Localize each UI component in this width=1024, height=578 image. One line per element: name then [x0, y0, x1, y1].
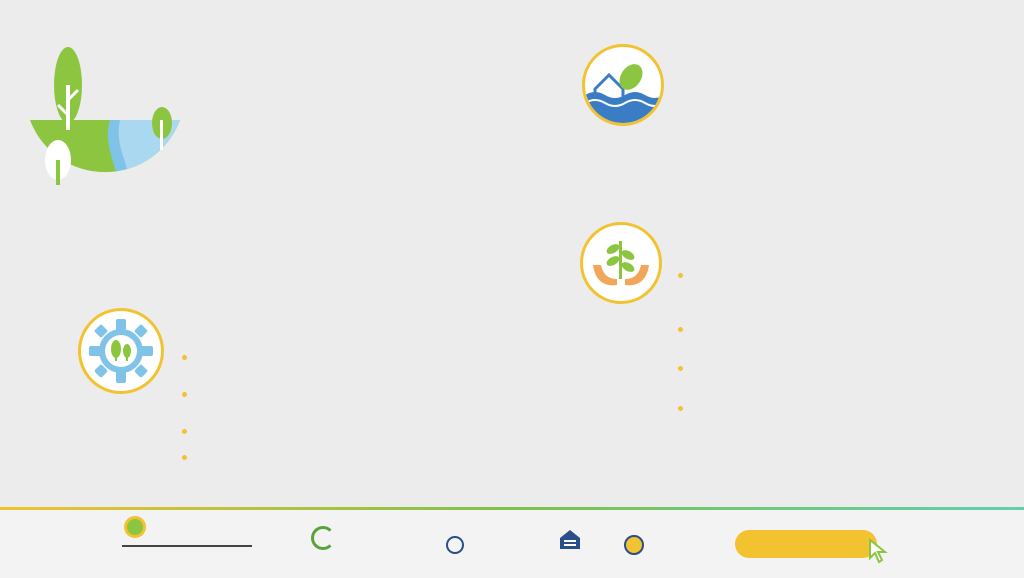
gear-trees-icon: [78, 308, 164, 394]
hands-plant-icon: [580, 222, 662, 304]
fundasal-logo: [555, 528, 585, 562]
rocomes-logo: [624, 532, 704, 558]
website-button[interactable]: [735, 530, 877, 558]
logo-region: [122, 545, 252, 547]
shield-icon: [446, 536, 464, 554]
cursor-pointer-icon: [868, 538, 890, 564]
rocomes-emblem-icon: [624, 535, 644, 555]
landscape-illustration: [20, 45, 190, 225]
ministerio-logo: [446, 530, 526, 560]
onu-logo: [362, 530, 410, 562]
flood-icon: [582, 44, 664, 126]
logo-globe-icon: [124, 516, 146, 538]
gef-logo: [306, 526, 340, 564]
tree-icon: [54, 47, 82, 130]
cityadapt-logo: [122, 514, 282, 570]
